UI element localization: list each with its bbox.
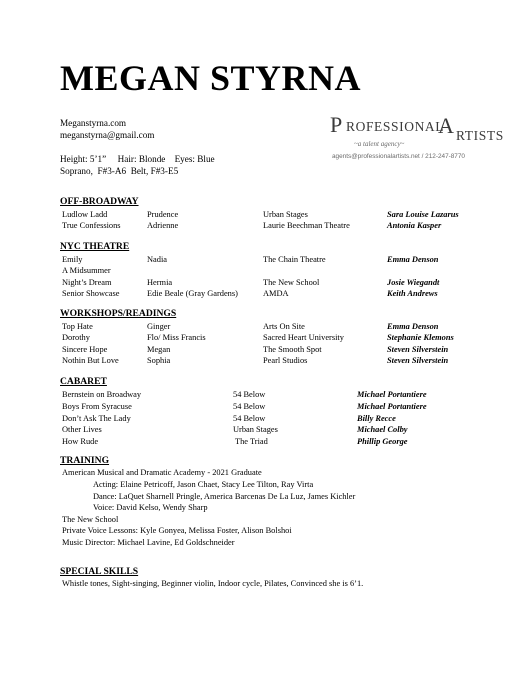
resume-name: MEGAN STYRNA: [60, 58, 362, 98]
credit-venue: 54 Below: [233, 414, 266, 423]
table-row: [0, 288, 525, 300]
credit-director: Emma Denson: [387, 255, 439, 264]
table-row: [0, 332, 525, 344]
training-line: American Musical and Dramatic Academy - 2021 Graduate: [62, 468, 262, 477]
credit-show: True Confessions: [62, 221, 121, 230]
logo-contact: agents@professionalartists.net / 212-247-8770: [332, 153, 465, 160]
credit-director: Josie Wiegandt: [387, 278, 440, 287]
credit-director: Steven Silverstein: [387, 356, 449, 365]
credit-show: Boys From Syracuse: [62, 402, 132, 411]
credit-venue: 54 Below: [233, 402, 266, 411]
credit-director: Phillip George: [357, 437, 408, 446]
logo-letter-a: A: [438, 113, 454, 138]
credit-role: Flo/ Miss Francis: [147, 333, 206, 342]
website-text: Meganstyrna.com: [60, 118, 127, 128]
table-row: [0, 401, 525, 413]
credit-venue: Arts On Site: [263, 322, 305, 331]
special-skills-heading: SPECIAL SKILLS: [60, 566, 139, 577]
training-line: Private Voice Lessons: Kyle Gonyea, Melissa Foster, Alison Bolshoi: [62, 526, 292, 535]
credit-show: A Midsummer: [62, 266, 111, 275]
table-row: [0, 220, 525, 232]
credit-role: Sophia: [147, 356, 171, 365]
logo-letter-p: P: [330, 112, 343, 137]
credit-show: How Rude: [62, 437, 99, 446]
special-skills-text: Whistle tones, Sight-singing, Beginner violin, Indoor cycle, Pilates, Convinced she is 6’1.: [62, 579, 364, 588]
training-line: Dance: LaQuet Sharnell Pringle, America Barcenas De La Luz, James Kichler: [93, 492, 356, 501]
table-row: [0, 389, 525, 401]
credit-role: Megan: [147, 345, 171, 354]
vocal-range: Soprano, F#3-A6 Belt, F#3-E5: [60, 166, 179, 176]
training-line: The New School: [62, 515, 119, 524]
table-row: [0, 436, 525, 448]
credit-show: Sincere Hope: [62, 345, 108, 354]
credit-venue: Laurie Beechman Theatre: [263, 221, 350, 230]
credit-venue: AMDA: [263, 289, 289, 298]
credit-role: Ginger: [147, 322, 171, 331]
logo-word-professional: ROFESSIONAL: [346, 119, 445, 134]
credit-role: Adrienne: [147, 221, 179, 230]
credit-venue: Sacred Heart University: [263, 333, 344, 342]
credit-show: Senior Showcase: [62, 289, 120, 298]
credit-venue: 54 Below: [233, 390, 266, 399]
offbroadway-heading: OFF-BROADWAY: [60, 196, 139, 207]
credit-show: Other Lives: [62, 425, 102, 434]
credit-venue: The Chain Theatre: [263, 255, 326, 264]
training-line: Acting: Elaine Petricoff, Jason Chaet, Stacy Lee Tilton, Ray Virta: [93, 480, 314, 489]
training-line: Voice: David Kelso, Wendy Sharp: [93, 503, 208, 512]
credit-director: Steven Silverstein: [387, 345, 449, 354]
credit-director: Billy Recce: [357, 414, 396, 423]
credit-show: Emily: [62, 255, 83, 264]
credit-show: Dorothy: [62, 333, 90, 342]
training-heading: TRAINING: [60, 455, 110, 466]
agency-logo: [330, 112, 510, 167]
credit-director: Michael Colby: [357, 425, 408, 434]
credit-director: Stephanie Klemons: [387, 333, 454, 342]
credit-venue: Urban Stages: [263, 210, 308, 219]
credit-show: Don’t Ask The Lady: [62, 414, 131, 423]
table-row: [0, 355, 525, 367]
credit-director: Sara Louise Lazarus: [387, 210, 459, 219]
logo-word-artists: RTISTS: [456, 128, 504, 143]
cabaret-heading: CABARET: [60, 376, 107, 387]
credit-show: Top Hate: [62, 322, 93, 331]
nyc-theatre-heading: NYC THEATRE: [60, 241, 130, 252]
credit-director: Michael Portantiere: [357, 390, 427, 399]
credit-show: Night’s Dream: [62, 278, 112, 287]
table-row: [0, 265, 525, 277]
credit-role: Prudence: [147, 210, 179, 219]
email-text: meganstyrna@gmail.com: [60, 130, 155, 140]
physical-stats: Height: 5’1” Hair: Blonde Eyes: Blue: [60, 154, 215, 164]
credit-venue: Pearl Studios: [263, 356, 308, 365]
credit-director: Emma Denson: [387, 322, 439, 331]
logo-tagline: ~a talent agency~: [354, 140, 405, 148]
credit-venue: The Triad: [235, 437, 268, 446]
credit-show: Nothin But Love: [62, 356, 119, 365]
credit-venue: The New School: [263, 278, 320, 287]
credit-role: Hermia: [147, 278, 173, 287]
credit-director: Antonia Kasper: [387, 221, 442, 230]
credit-venue: The Smooth Spot: [263, 345, 322, 354]
credit-role: Nadia: [147, 255, 167, 264]
credit-role: Edie Beale (Gray Gardens): [147, 289, 238, 298]
credit-director: Michael Portantiere: [357, 402, 427, 411]
credit-show: Bernstein on Broadway: [62, 390, 142, 399]
credit-show: Ludlow Ladd: [62, 210, 108, 219]
workshops-heading: WORKSHOPS/READINGS: [60, 308, 177, 319]
table-row: [0, 424, 525, 436]
training-line: Music Director: Michael Lavine, Ed Goldschneider: [62, 538, 235, 547]
credit-venue: Urban Stages: [233, 425, 278, 434]
credit-director: Keith Andrews: [387, 289, 438, 298]
